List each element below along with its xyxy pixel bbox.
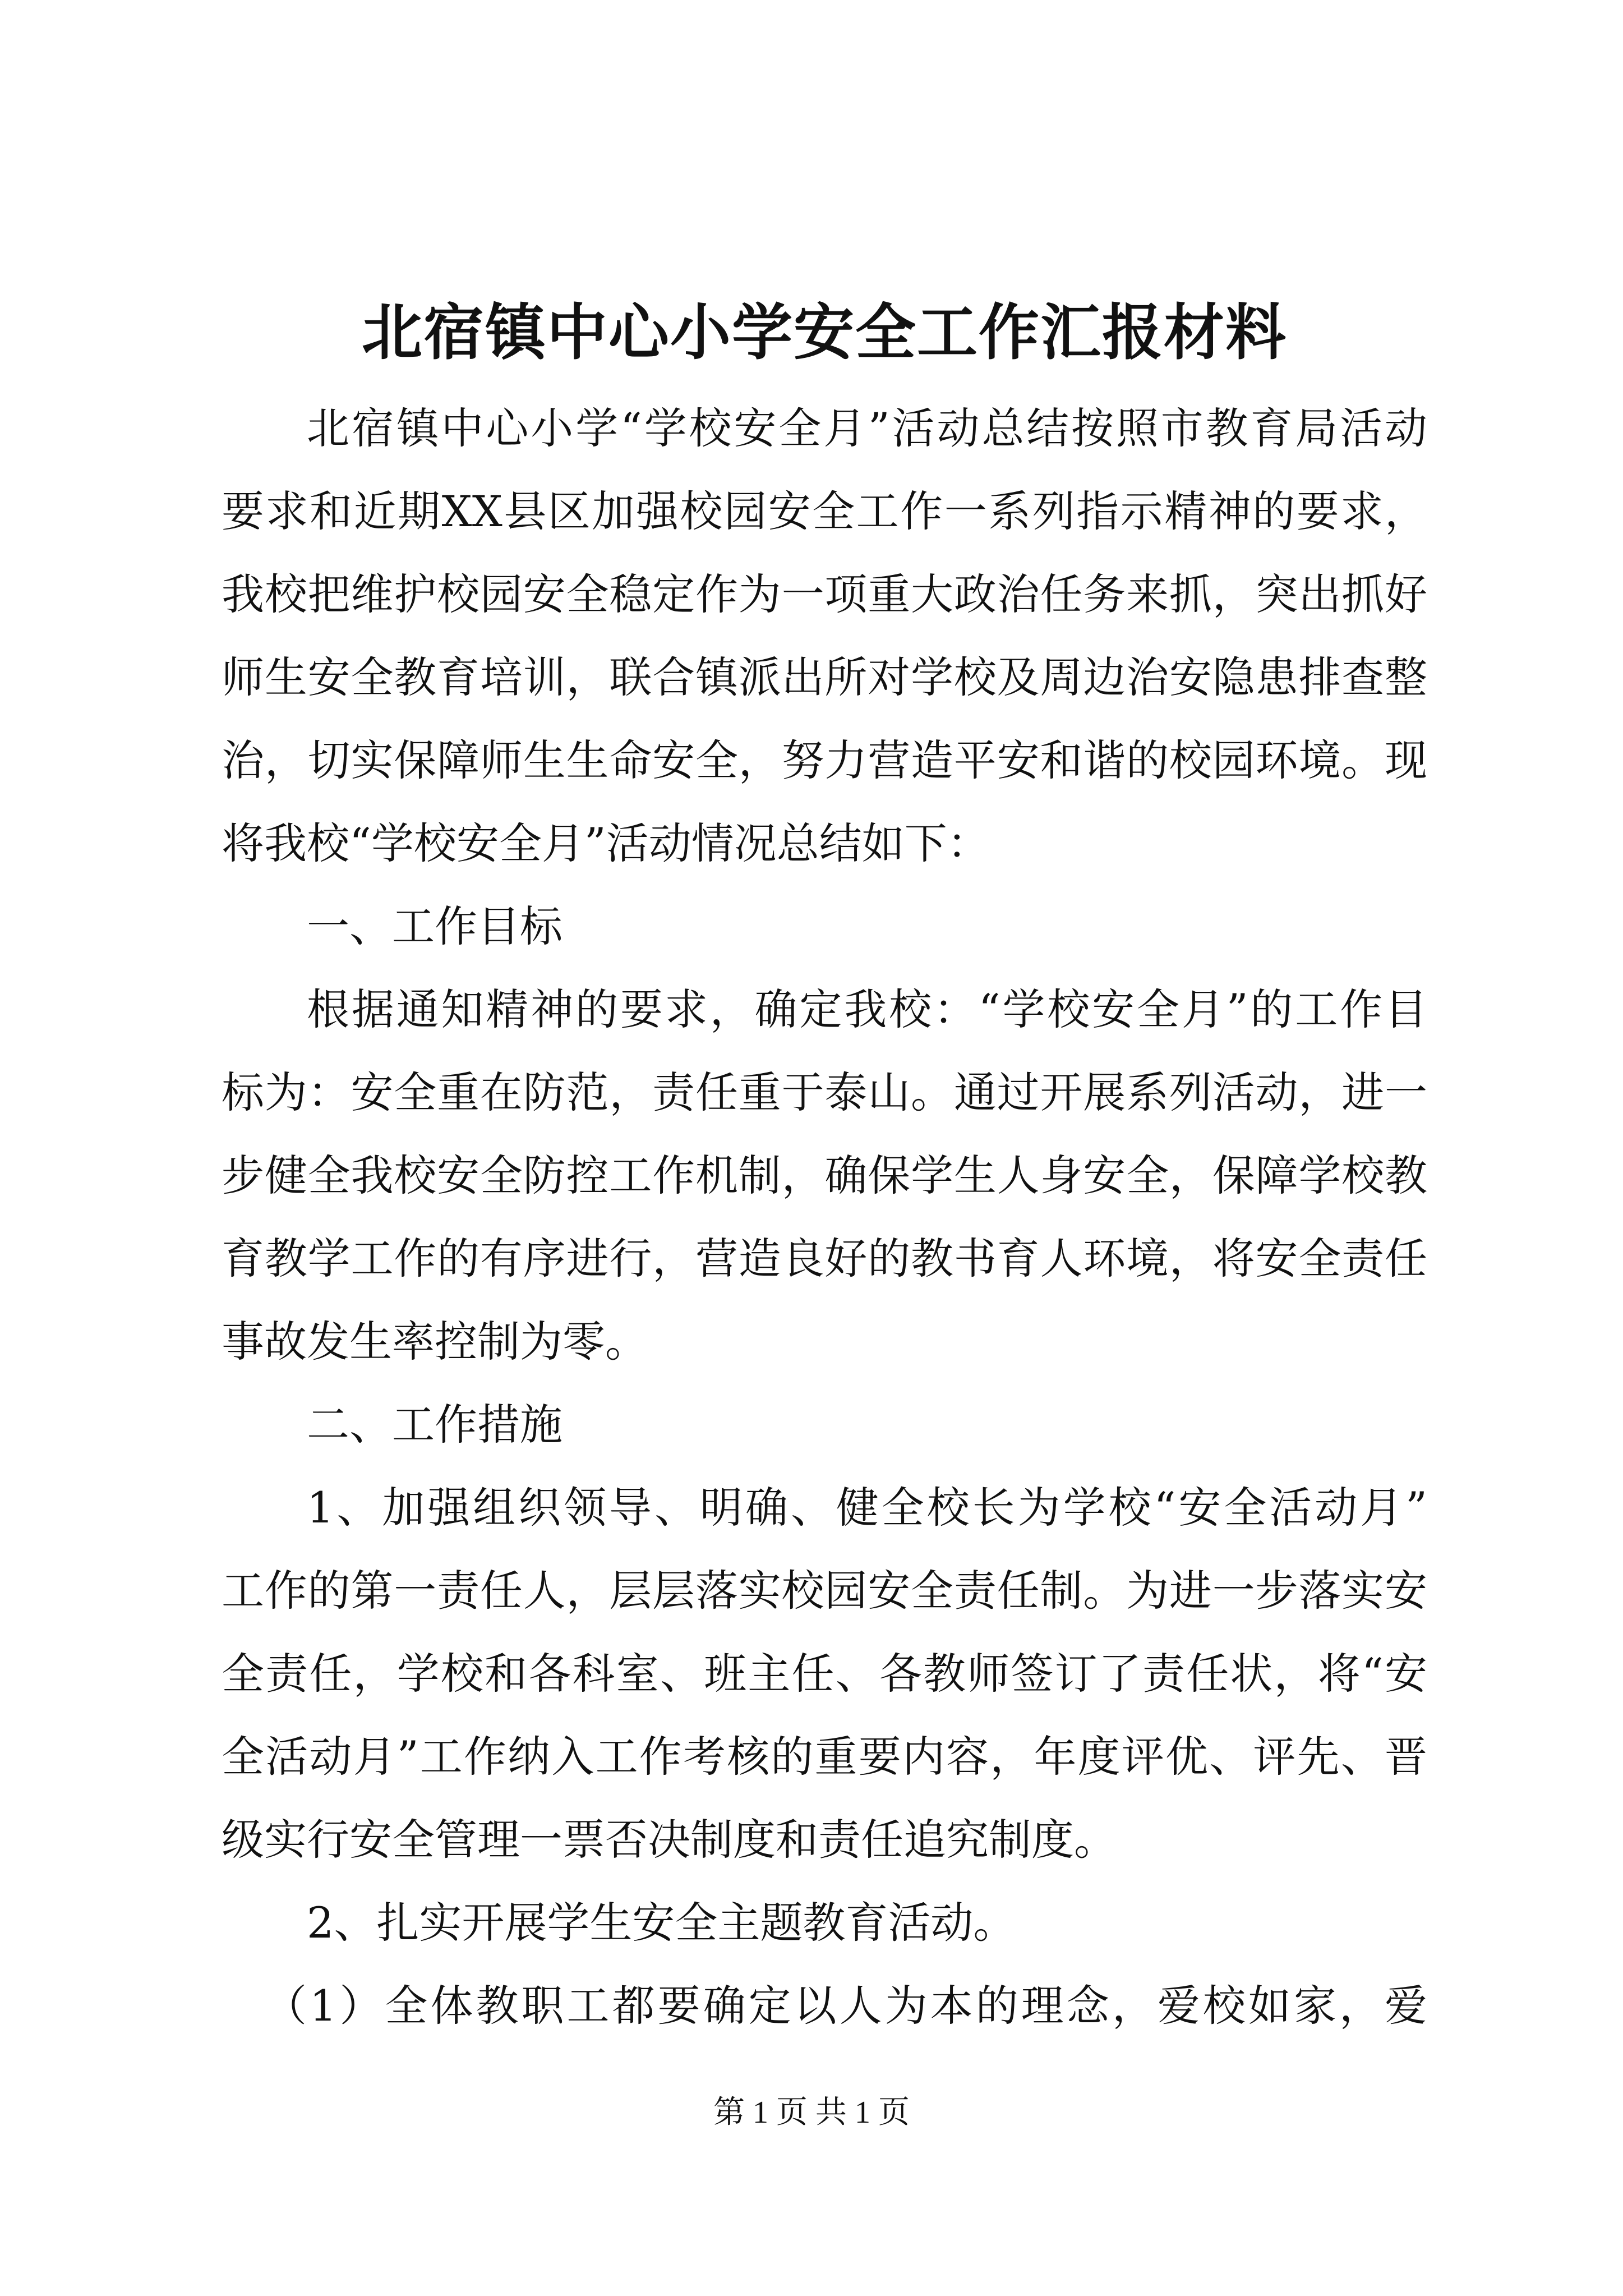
- paragraph-line: 1、加强组织领导、明确、健全校长为学校“安全活动月”: [307, 1483, 1427, 1533]
- paragraph-line: 全责任，学校和各科室、班主任、各教师签订了责任状，将“安: [222, 1649, 1427, 1699]
- paragraph-line: （1）全体教职工都要确定以人为本的理念，爱校如家，爱: [264, 1981, 1427, 2031]
- paragraph-line: 将我校“学校安全月”活动情况总结如下：: [222, 818, 990, 868]
- paragraph-line: 全活动月”工作纳入工作考核的重要内容，年度评优、评先、晋: [222, 1732, 1427, 1782]
- paragraph-line: 标为：安全重在防范，责任重于泰山。通过开展系列活动，进一: [222, 1068, 1427, 1117]
- paragraph-line: 北宿镇中心小学“学校安全月”活动总结按照市教育局活动: [307, 403, 1427, 453]
- paragraph-line: 根据通知精神的要求，确定我校：“学校安全月”的工作目: [307, 984, 1427, 1034]
- paragraph-line: 工作的第一责任人，层层落实校园安全责任制。为进一步落实安: [222, 1566, 1427, 1616]
- paragraph-line: 治，切实保障师生生命安全，努力营造平安和谐的校园环境。现: [222, 735, 1427, 785]
- paragraph-line: 级实行安全管理一票否决制度和责任追究制度。: [222, 1815, 1117, 1865]
- paragraph-line: 事故发生率控制为零。: [222, 1317, 648, 1366]
- paragraph-line: 步健全我校安全防控工作机制，确保学生人身安全，保障学校教: [222, 1151, 1427, 1200]
- document-body: [222, 387, 1427, 2047]
- section-heading: 一、工作目标: [307, 901, 562, 951]
- paragraph-line: 师生安全教育培训，联合镇派出所对学校及周边治安隐患排查整: [222, 652, 1427, 702]
- section-heading: 二、工作措施: [307, 1400, 562, 1450]
- page-footer: 第 1 页 共 1 页: [713, 2095, 910, 2130]
- paragraph-line: 2、扎实开展学生安全主题教育活动。: [307, 1898, 1016, 1948]
- paragraph-line: 要求和近期XX县区加强校园安全工作一系列指示精神的要求，: [222, 486, 1427, 536]
- document-title: 北宿镇中心小学安全工作汇报材料: [361, 297, 1287, 368]
- paragraph-line: 育教学工作的有序进行，营造良好的教书育人环境，将安全责任: [222, 1234, 1427, 1283]
- paragraph-line: 我校把维护校园安全稳定作为一项重大政治任务来抓，突出抓好: [222, 569, 1427, 619]
